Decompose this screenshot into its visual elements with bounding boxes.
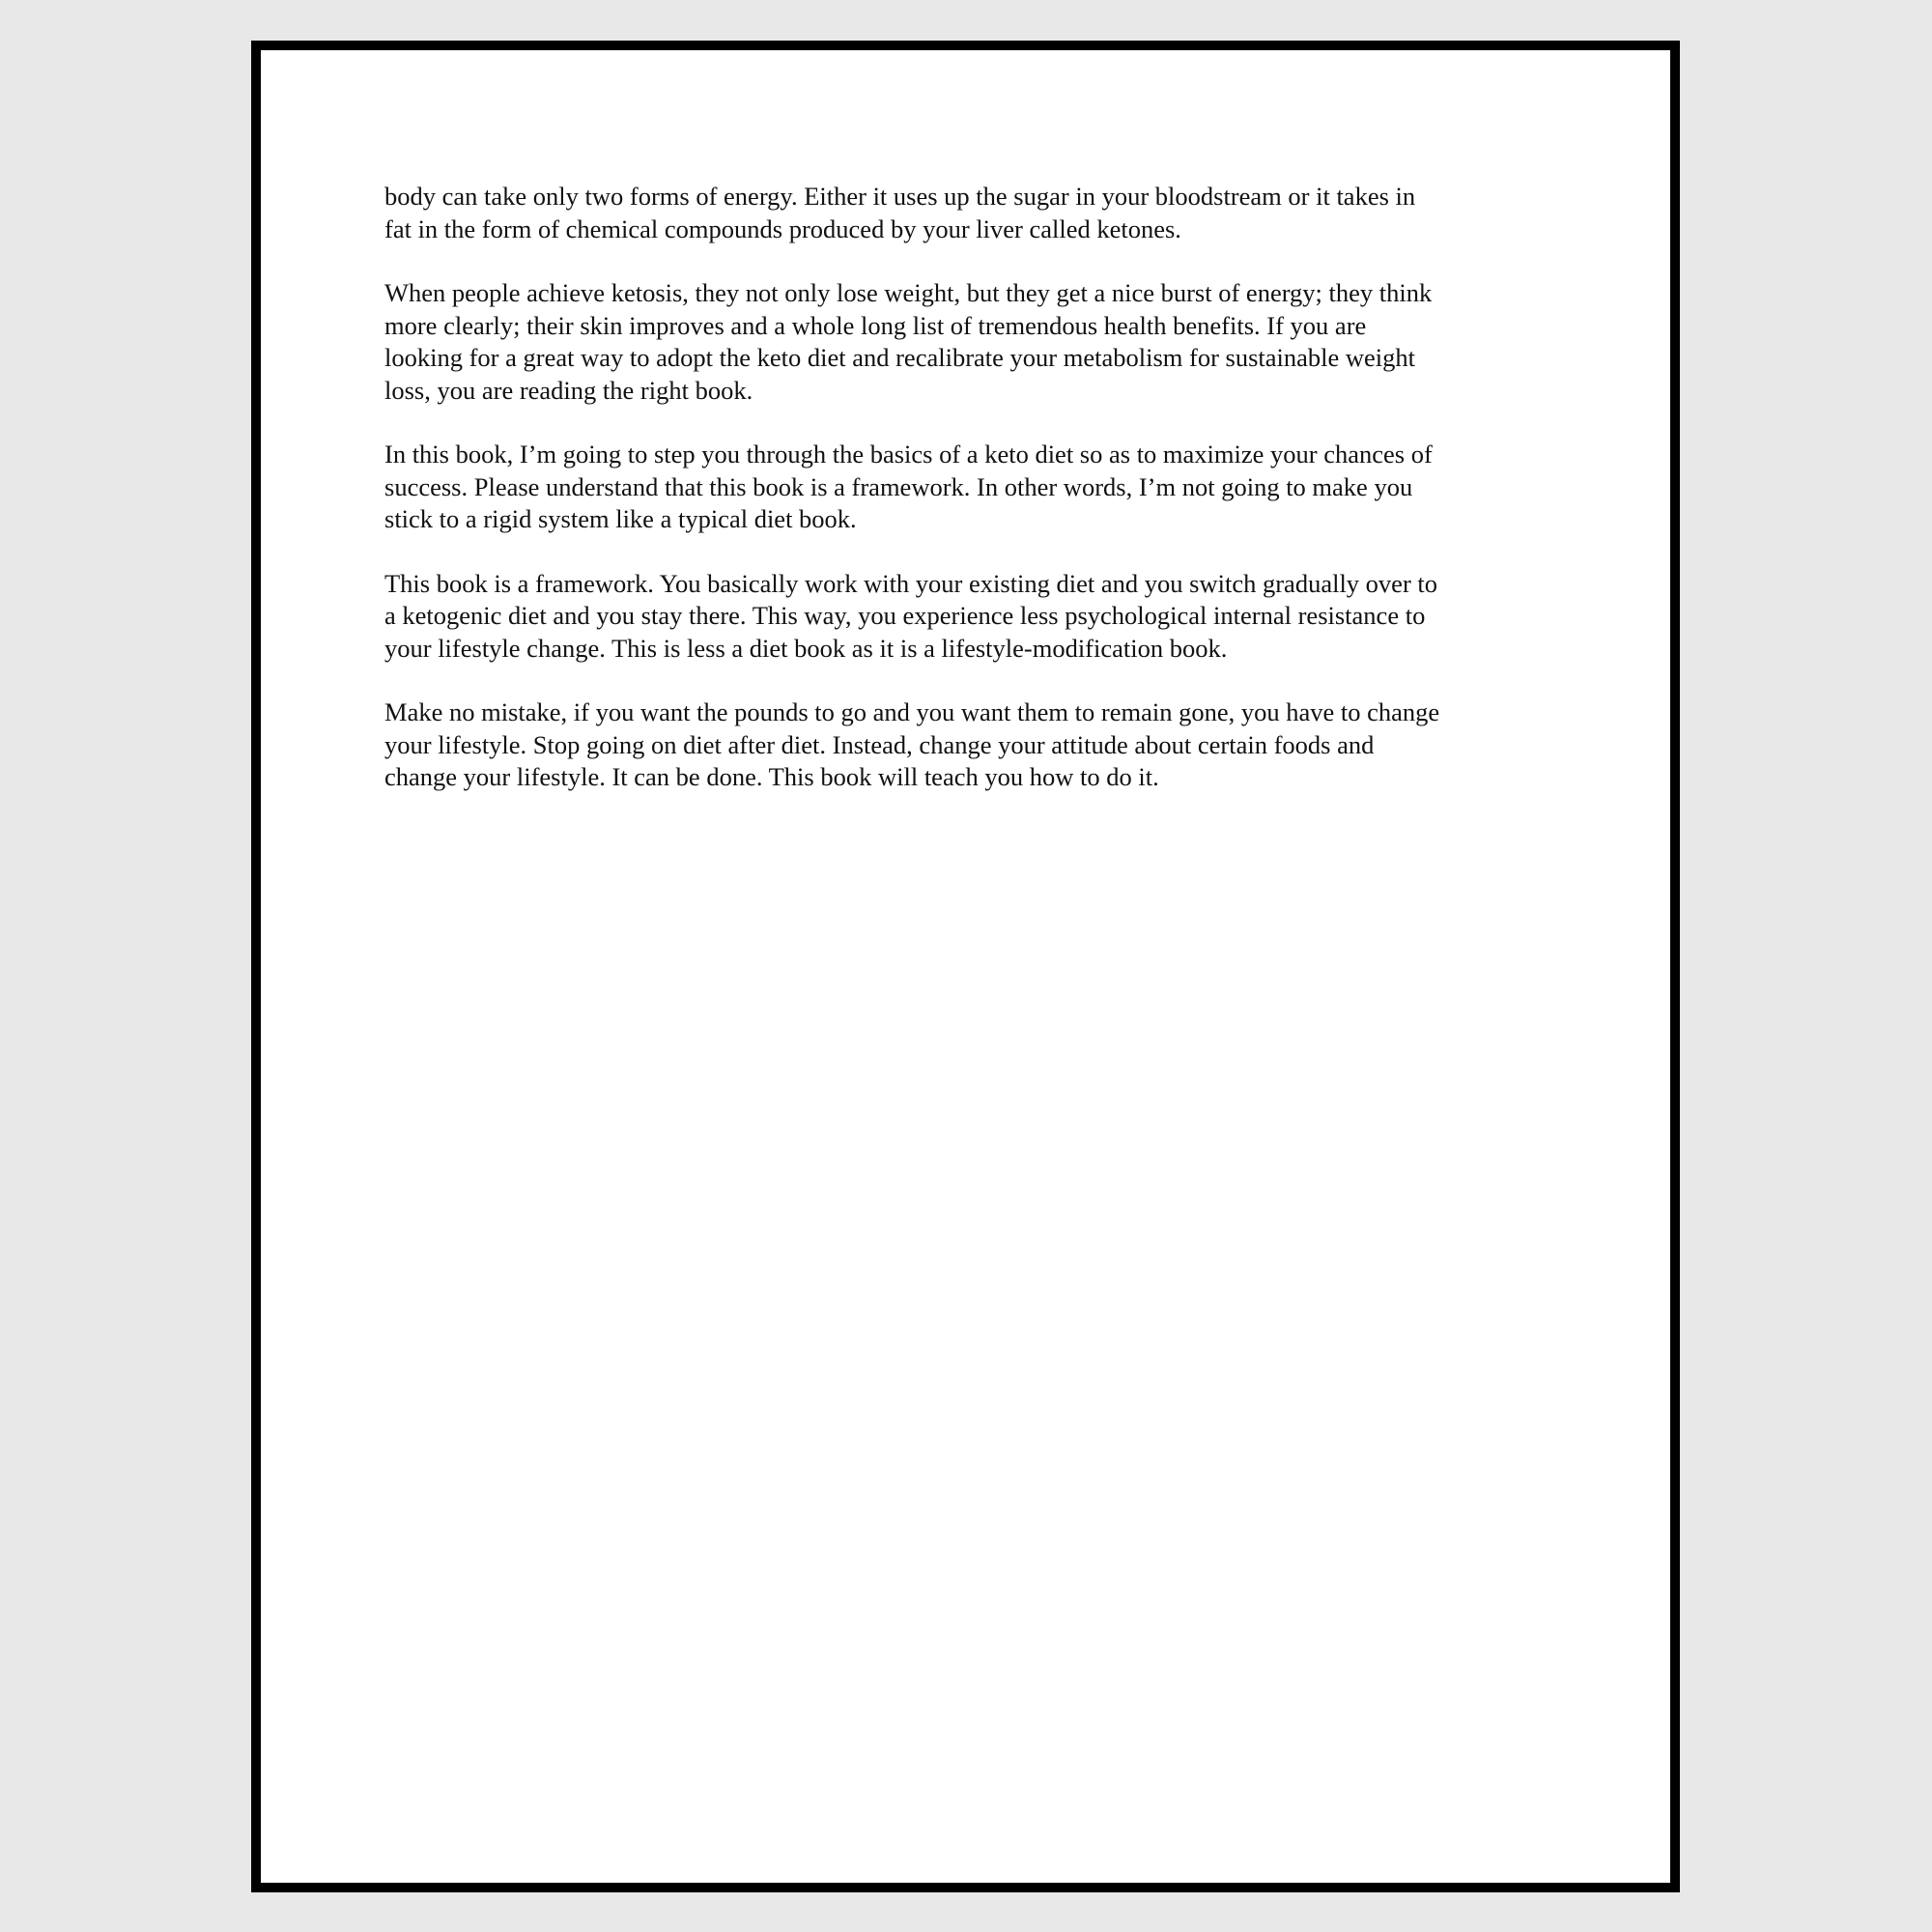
text-line: your lifestyle change. This is less a diet book as it is a lifestyle-modification book. xyxy=(384,633,1228,663)
paragraph-1 xyxy=(384,181,1573,245)
text-line: This book is a framework. You basically work with your existing diet and you switch gradually over to xyxy=(384,568,1438,598)
paragraph-2 xyxy=(384,277,1573,407)
text-line: fat in the form of chemical compounds produced by your liver called ketones. xyxy=(384,213,1181,243)
text-line: more clearly; their skin improves and a whole long list of tremendous health benefits. If you are xyxy=(384,310,1367,340)
text-line: looking for a great way to adopt the keto diet and recalibrate your metabolism for sustainable weight xyxy=(384,343,1416,372)
text-line: stick to a rigid system like a typical diet book. xyxy=(384,504,857,533)
text-line: Make no mistake, if you want the pounds to go and you want them to remain gone, you have to change xyxy=(384,697,1440,726)
text-line: your lifestyle. Stop going on diet after diet. Instead, change your attitude about certain foods and xyxy=(384,729,1375,759)
text-line: loss, you are reading the right book. xyxy=(384,375,753,405)
paragraph-5 xyxy=(384,696,1573,794)
paragraph-3 xyxy=(384,439,1573,536)
page-body xyxy=(384,181,1573,826)
text-line: a ketogenic diet and you stay there. This way, you experience less psychological internal resistance to xyxy=(384,601,1426,630)
text-line: success. Please understand that this book is a framework. In other words, I’m not going to make you xyxy=(384,471,1413,501)
document-page xyxy=(251,41,1680,1892)
text-line: body can take only two forms of energy. Either it uses up the sugar in your bloodstream or it takes in xyxy=(384,182,1416,211)
text-line: In this book, I’m going to step you through the basics of a keto diet so as to maximize your chances of xyxy=(384,440,1433,469)
text-line: change your lifestyle. It can be done. This book will teach you how to do it. xyxy=(384,762,1159,791)
paragraph-4 xyxy=(384,568,1573,666)
text-line: When people achieve ketosis, they not only lose weight, but they get a nice burst of energy; they think xyxy=(384,278,1433,307)
